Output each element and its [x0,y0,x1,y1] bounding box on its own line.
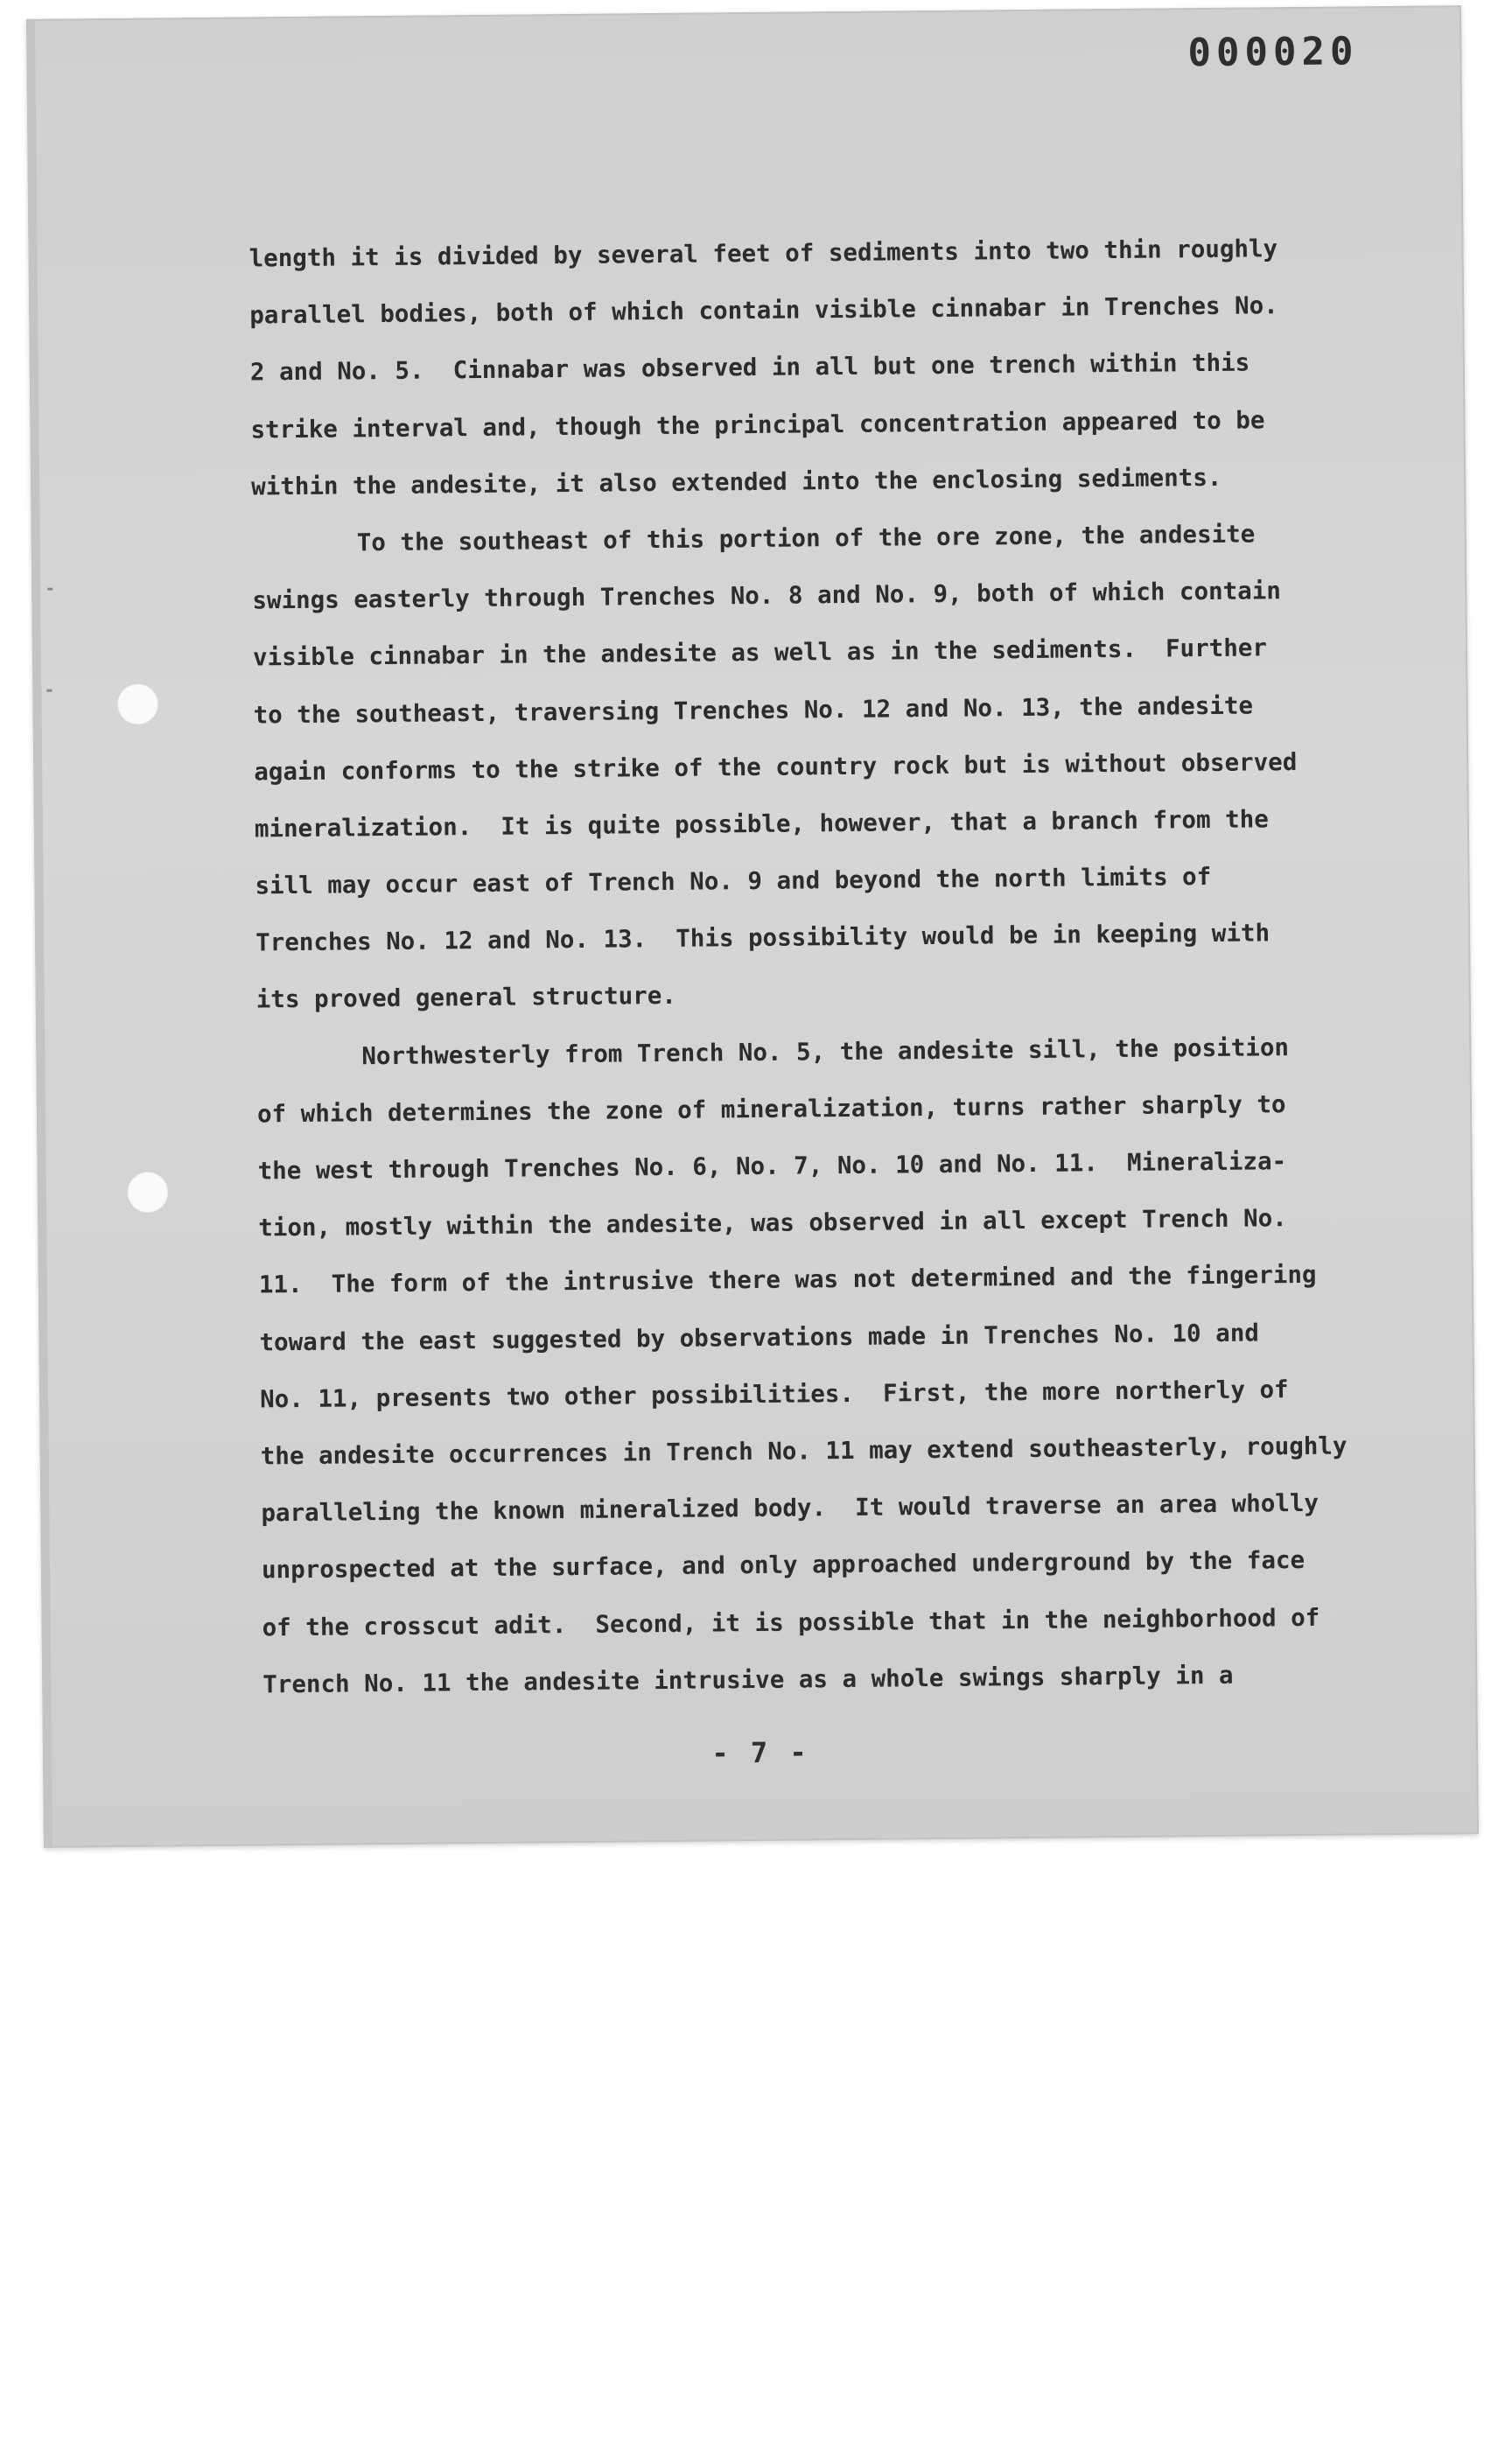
text-line: Trenches No. 12 and No. 13. This possibility would be in keeping with [255,919,1270,957]
text-line: Northwesterly from Trench No. 5, the andesite sill, the position [361,1032,1290,1070]
text-line: swings easterly through Trenches No. 8 and No. 9, both of which contain [252,577,1282,615]
text-line: again conforms to the strike of the country rock but is without observed [254,747,1298,787]
document-number: 000020 [1187,29,1359,76]
text-line: 2 and No. 5. Cinnabar was observed in all but one trench within this [249,348,1250,387]
page-number: - 7 - [711,1735,809,1770]
text-line: tion, mostly within the andesite, was observed in all except Trench No. [258,1204,1287,1242]
punch-hole-lower [127,1171,169,1213]
text-line: 11. The form of the intrusive there was not determined and the fingering [258,1261,1317,1299]
margin-mark [46,690,52,692]
text-line: paralleling the known mineralized body. It would traverse an area wholly [261,1488,1320,1528]
text-line: to the southeast, traversing Trenches No. 12 and No. 13, the andesite [253,690,1254,729]
text-line: mineralization. It is quite possible, however, that a branch from the [254,805,1269,844]
text-line: unprospected at the surface, and only approached underground by the face [261,1546,1306,1585]
text-line: visible cinnabar in the andesite as well as in the sediments. Further [252,634,1268,672]
text-line: of which determines the zone of mineralization, turns rather sharply to [256,1089,1286,1129]
text-line: To the southeast of this portion of the ore zone, the andesite [356,520,1256,557]
text-line: Trench No. 11 the andesite intrusive as a whole swings sharply in a [262,1661,1234,1699]
body-text [248,220,1400,1713]
text-line: No. 11, presents two other possibilities. First, the more northerly of [260,1375,1289,1414]
punch-hole-upper [116,683,158,725]
text-line: the west through Trenches No. 6, No. 7, No. 10 and No. 11. Mineraliza- [257,1147,1287,1186]
text-line: its proved general structure. [256,982,677,1014]
text-line: length it is divided by several feet of sediments into two thin roughly [248,234,1278,273]
text-line: within the andesite, it also extended into the enclosing sediments. [250,463,1222,501]
text-line: the andesite occurrences in Trench No. 11 may extend southeasterly, roughly [260,1432,1348,1471]
margin-mark [47,588,52,591]
text-line: sill may occur east of Trench No. 9 and beyond the north limits of [255,863,1212,900]
text-line: toward the east suggested by observations made in Trenches No. 10 and [259,1319,1260,1356]
text-line: of the crosscut adit. Second, it is possible that in the neighborhood of [262,1603,1320,1642]
text-line: strike interval and, though the principal concentration appeared to be [250,405,1265,444]
document-page [26,5,1479,1848]
page-edge-shadow [26,19,52,1848]
text-line: parallel bodies, both of which contain visible cinnabar in Trenches No. [249,291,1278,330]
